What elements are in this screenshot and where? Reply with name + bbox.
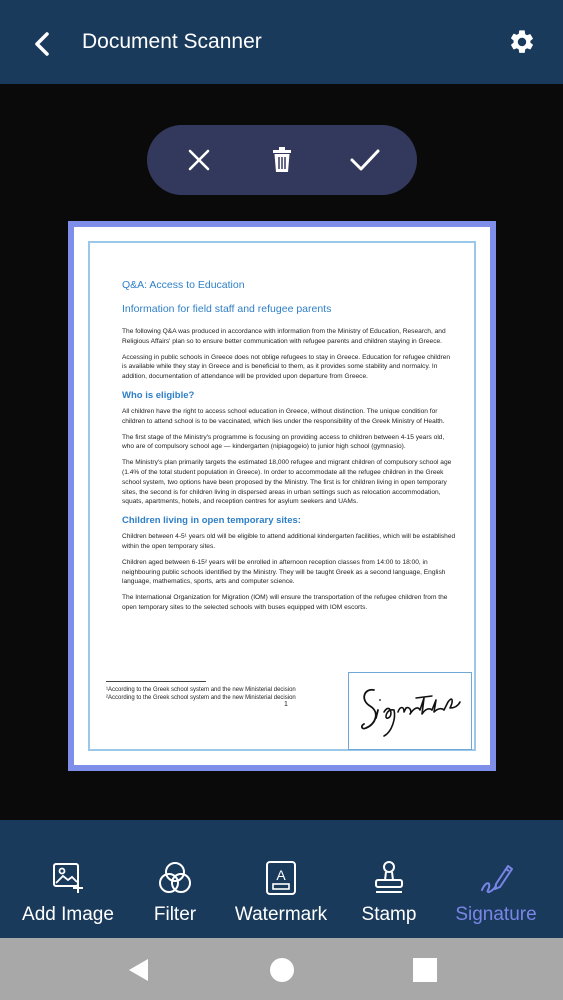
document-page: [74, 227, 490, 765]
signature-box[interactable]: [348, 672, 472, 750]
doc-paragraph: The Ministry's plan primarily targets the estimated 18,000 refugee and migrant children of compulsory school age (1.4% of the total student population in Greece). In order to accommodate all the refugee children in the Greek school system, two options have been proposed by the Ministry. The first is for children living in open temporary sites, the second is for children living in dispersed areas in urban settings such as relocation accommodation, squats, apartments, hotels, and reception centres for asylum seekers and UAMs.: [122, 459, 452, 506]
circle-home-icon: [269, 957, 295, 983]
footnote: ¹According to the Greek school system and the new Ministerial decision: [106, 687, 296, 693]
add-image-icon: [51, 858, 85, 898]
add-image-button[interactable]: [20, 820, 116, 938]
doc-paragraph: Children between 4-5¹ years old will be eligible to attend additional kindergarten facilities, which will be established within the open temporary sites.: [122, 533, 456, 550]
handwritten-signature: [354, 678, 466, 744]
doc-section-heading: Children living in open temporary sites:: [122, 515, 301, 527]
doc-paragraph: The following Q&A was produced in accordance with information from the Ministry of Education, Research, and Religious Affairs' plan so to ensure better communication with refugee parents and children staying in Greece.: [122, 328, 446, 345]
nav-recents-button[interactable]: [410, 955, 440, 985]
toolbar-label: Signature: [455, 904, 537, 925]
stamp-icon: [372, 858, 406, 898]
back-arrow-icon: [31, 31, 53, 57]
confirm-button[interactable]: [337, 132, 393, 188]
bottom-toolbar: [0, 820, 563, 938]
doc-paragraph: The International Organization for Migration (IOM) will ensure the transportation of the refugee children from the open temporary sites to the selected schools with buses equipped with IOM escorts.: [122, 594, 448, 611]
toolbar-label: Watermark: [234, 904, 328, 925]
signature-button[interactable]: [452, 820, 540, 938]
system-navigation-bar: [0, 938, 563, 1000]
stamp-button[interactable]: [358, 820, 420, 938]
settings-button[interactable]: [502, 22, 542, 62]
edit-action-bar: [147, 125, 417, 195]
check-icon: [349, 148, 381, 172]
close-icon: [187, 148, 211, 172]
filter-button[interactable]: [148, 820, 202, 938]
nav-home-button[interactable]: [267, 955, 297, 985]
doc-paragraph: The first stage of the Ministry's programme is focusing on providing access to children between 4-15 years old, who are of compulsory school age — kindergarten (nipiagogeio) to junior high school (gymnasio).: [122, 433, 445, 451]
watermark-button[interactable]: [232, 820, 330, 938]
doc-section-heading: Who is eligible?: [122, 389, 195, 401]
footnote-divider: [106, 681, 206, 682]
doc-paragraph: Children aged between 6-15² years will be enrolled in afternoon reception classes from 14:00 to 18:00, in neighbouring public schools identified by the Ministry. They will be taught Greek as a second language, English language, mathematics, sports, arts and computer science.: [122, 558, 446, 586]
signature-icon: [478, 858, 514, 898]
square-recents-icon: [412, 957, 438, 983]
delete-button[interactable]: [254, 132, 310, 188]
document-selection-frame[interactable]: [68, 221, 496, 771]
cancel-button[interactable]: [171, 132, 227, 188]
trash-icon: [271, 147, 293, 173]
nav-back-button[interactable]: [124, 955, 154, 985]
doc-subheading: Information for field staff and refugee parents: [122, 303, 332, 315]
doc-footnotes: [106, 681, 316, 702]
filter-icon: [157, 858, 193, 898]
doc-paragraph: Accessing in public schools in Greece does not oblige refugees to stay in Greece. Education for refugee children is available while they stay in Greece and is beneficial to them, as it provides some stability and normalcy. In addition, documentation of attendance will be provided upon departure from Greece.: [122, 353, 451, 381]
back-button[interactable]: [22, 24, 62, 64]
page-title: Document Scanner: [82, 30, 262, 53]
app-bar: [0, 0, 563, 84]
toolbar-label: Filter: [153, 904, 197, 925]
toolbar-label: Add Image: [22, 904, 114, 925]
doc-heading: Q&A: Access to Education: [122, 279, 245, 291]
watermark-icon: [265, 858, 297, 898]
gear-icon: [508, 28, 536, 56]
footnote: ²According to the Greek school system and the new Ministerial decision: [106, 695, 296, 701]
toolbar-label: Stamp: [361, 904, 417, 925]
svg-text:A: A: [276, 867, 286, 883]
triangle-back-icon: [126, 957, 152, 983]
page-number: 1: [284, 701, 288, 708]
doc-paragraph: All children have the right to access school education in Greece, without distinction. The unique condition for children to attend school is to be vaccinated, which lies under the responsibility of the Greek Ministry of Health.: [122, 407, 445, 425]
